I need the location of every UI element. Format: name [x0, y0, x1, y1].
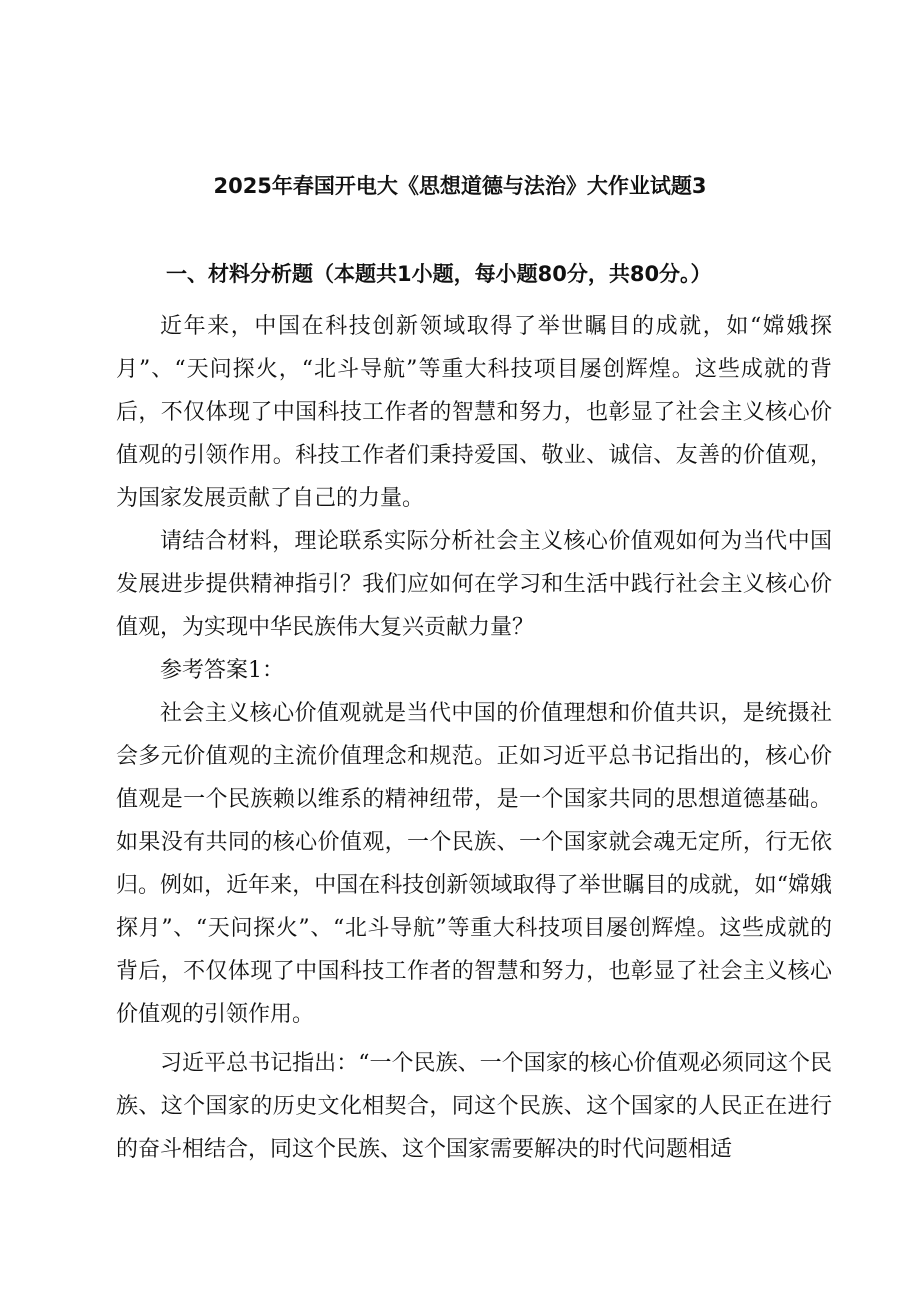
material-paragraph: 近年来，中国在科技创新领域取得了举世瞩目的成就，如“嫦娥探月”、“天问探火，“北斗导航”等重大科技项目屡创辉煌。这些成就的背后，不仅体现了中国科技工作者的智慧和努力，也彰显了社会主义核心价值观的引领作用。科技工作者们秉持爱国、敬业、诚信、友善的价值观，为国家发展贡献了自己的力量。: [116, 314, 832, 511]
answer-label: 参考答案1：: [160, 658, 284, 683]
question-paragraph: 请结合材料，理论联系实际分析社会主义核心价值观如何为当代中国发展进步提供精神指引？我们应如何在学习和生活中践行社会主义核心价值观，为实现中华民族伟大复兴贡献力量？: [116, 529, 832, 640]
section-heading: 一、材料分析题（本题共1小题，每小题80分，共80分。）: [166, 262, 712, 286]
answer-paragraph-continued: 习近平总书记指出：“一个民族、一个国家的核心价值观必须同这个民族、这个国家的历史文化相契合，同这个民族、这个国家的人民正在进行的奋斗相结合，同这个民族、这个国家需要解决的时代问题相适: [116, 1051, 832, 1162]
document-title: 2025年春国开电大《思想道德与法治》大作业试题3: [213, 174, 707, 198]
document-body: [116, 305, 832, 1171]
answer-paragraph: 社会主义核心价值观就是当代中国的价值理想和价值共识，是统摄社会多元价值观的主流价值理念和规范。正如习近平总书记指出的，核心价值观是一个民族赖以维系的精神纽带，是一个国家共同的思想道德基础。如果没有共同的核心价值观，一个民族、一个国家就会魂无定所，行无依归。例如，近年来，中国在科技创新领域取得了举世瞩目的成就，如“嫦娥探月”、“天问探火”、“北斗导航”等重大科技项目屡创辉煌。这些成就的背后，不仅体现了中国科技工作者的智慧和努力，也彰显了社会主义核心价值观的引领作用。: [116, 701, 832, 1027]
